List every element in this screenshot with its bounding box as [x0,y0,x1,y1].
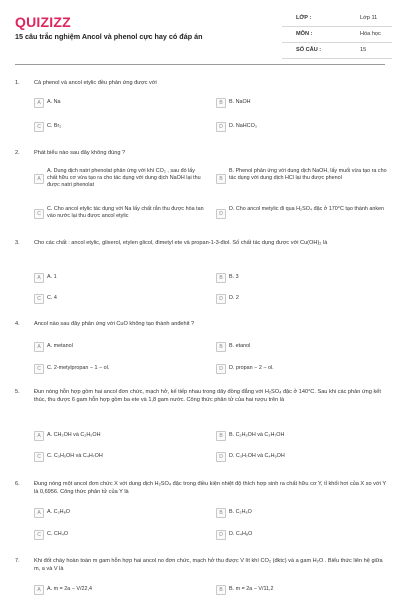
option-text: A. 1 [47,274,57,280]
option-d[interactable] [216,122,386,134]
option-b[interactable] [216,431,386,443]
option-text: A. metanol [47,343,73,349]
option-letter-box: A [34,273,44,283]
option-letter-box: B [216,431,226,441]
option-text: C. 2-metylpropan − 1 − ol. [47,365,110,371]
option-text: C. Br₂ [47,123,62,129]
option-d[interactable] [216,452,386,464]
option-letter-box: A [34,585,44,595]
option-text: A. C₃H₈O [47,509,70,515]
option-text: A. CH₃OH và C₂H₅OH [47,432,101,438]
option-letter-box: B [216,273,226,283]
option-text: D. NaHCO₃ [229,123,257,129]
option-letter-box: D [216,294,226,304]
option-text: C. CH₄O [47,531,69,537]
option-c[interactable] [34,122,204,134]
option-text: B. etanol [229,343,251,349]
option-a[interactable] [34,168,206,192]
option-c[interactable] [34,530,204,542]
option-letter-box: A [34,431,44,441]
option-text: B. C₂H₅OH và C₃H₇OH [229,432,285,438]
question-text: Đung nóng một ancol đơn chức X với dung dịch H₂SO₄ đặc trong điều kiện nhiệt độ thích hợp sinh ra chất hữu cơ Y, tỉ khối hơi của X so với Y là 0,6956. Công thức phân tử của Y là [34,481,386,495]
option-a[interactable] [34,508,204,520]
option-c[interactable] [34,364,204,376]
option-letter-box: D [216,209,226,219]
question-text: Đun nóng hỗn hợp gồm hai ancol đơn chức, mạch hở, kế tiếp nhau trong dãy đồng đẳng với H₂SO₄ đặc ở 140°C. Sau khi các phản ứng kết thúc, thu được 6 gam hỗn hợp gồm ba ete và 1,8 gam nước. Công thức phân tử của hai rượu trên là [34,389,381,403]
meta-value: 15 [360,47,367,53]
option-text: B. Phenol phản ứng với dung dịch NaOH, lấy muối vừa tạo ra cho tác dụng với dung dịch HCl lại thu được phenol [229,168,387,181]
option-b[interactable] [216,585,386,597]
worksheet-title: 15 câu trắc nghiệm Ancol và phenol cực hay có đáp án [15,32,203,41]
option-letter-box: B [216,585,226,595]
option-b[interactable] [216,508,386,520]
meta-value: Lớp 11 [360,15,378,21]
option-text: B. 3 [229,274,239,280]
option-text: D. C₄H₈O [229,531,253,537]
option-letter-box: A [34,98,44,108]
option-d[interactable] [216,530,386,542]
option-text: C. C₃H₅OH và C₄H₇OH [47,453,103,459]
option-letter-box: C [34,122,44,132]
question-number: 1. [15,80,20,86]
option-a[interactable] [34,585,204,597]
option-letter-box: D [216,452,226,462]
question-number: 3. [15,240,20,246]
option-b[interactable] [216,168,388,192]
option-text: A. Dung dịch natri phenolat phản ứng với khí CO₂ , sau đó lấy chất hữu cơ vừa tạo ra cho tác dụng với dung dịch NaOH lại thu được natri phenolat [47,168,201,188]
option-letter-box: A [34,174,44,184]
option-text: B. NaOH [229,99,251,105]
option-c[interactable] [34,294,204,306]
option-text: A. m = 2a − V/22,4 [47,586,92,592]
question-number: 7. [15,558,20,564]
option-letter-box: B [216,508,226,518]
option-a[interactable] [34,431,204,443]
option-c[interactable] [34,206,206,222]
option-text: D. Cho ancol metylic đi qua H₂SO₄ đặc ở 170°C tạo thành anken [229,206,385,212]
question-text: Khi đốt cháy hoàn toàn m gam hỗn hợp hai ancol no đơn chức, mạch hở thu được V lít khí CO₂ (đktc) và a gam H₂O . Biểu thức liên hệ giữa m, a và V là [34,558,383,572]
question-text: Phát biểu nào sau đây không đúng ? [34,150,126,156]
option-d[interactable] [216,294,386,306]
quizizz-logo: QUIZIZZ [15,14,71,30]
question-number: 6. [15,481,20,487]
question-number: 4. [15,321,20,327]
question-text: Ancol nào sau đây phản ứng với CuO không tạo thành anđehit ? [34,321,195,327]
option-text: D. 2 [229,295,239,301]
option-c[interactable] [34,452,204,464]
meta-value: Hóa học [360,31,381,37]
meta-row-subject [282,27,392,43]
option-letter-box: C [34,452,44,462]
option-b[interactable] [216,273,386,285]
option-a[interactable] [34,98,204,110]
option-letter-box: A [34,342,44,352]
option-text: B. C₂H₆O [229,509,252,515]
option-letter-box: D [216,364,226,374]
option-letter-box: B [216,342,226,352]
option-letter-box: B [216,174,226,184]
option-letter-box: D [216,122,226,132]
option-b[interactable] [216,98,386,110]
question-text: Cả phenol và ancol etylic đều phản ứng được với [34,80,157,86]
meta-label: SỐ CÂU : [296,47,322,53]
option-text: D. C₃H₇OH và C₄H₉OH [229,453,285,459]
option-letter-box: C [34,364,44,374]
option-text: C. 4 [47,295,57,301]
option-text: B. m = 2a − V/11,2 [229,586,274,592]
option-letter-box: D [216,530,226,540]
option-letter-box: C [34,209,44,219]
meta-row-grade [282,11,392,27]
header-divider [15,64,385,65]
worksheet-header [0,0,400,62]
question-number: 5. [15,389,20,395]
option-text: A. Na [47,99,61,105]
option-d[interactable] [216,364,386,376]
question-number: 2. [15,150,20,156]
meta-row-count [282,43,392,59]
option-text: C. Cho ancol etylic tác dụng với Na lấy chất rắn thu được hòa tan vào nước lại thu được ancol etylic [47,206,204,219]
meta-label: MÔN : [296,31,313,37]
question-text: Cho các chất : ancol etylic, glixerol, etylen glicol, đimetyl ete và propan-1-3-điol. Số chất tác dụng được với Cu(OH)₂ là [34,240,328,246]
meta-label: LỚP : [296,15,312,21]
option-text: D. propan − 2 − ol. [229,365,274,371]
meta-table [282,11,392,59]
option-d[interactable] [216,206,388,222]
option-letter-box: C [34,530,44,540]
option-letter-box: B [216,98,226,108]
option-a[interactable] [34,273,204,285]
option-a[interactable] [34,342,204,354]
option-letter-box: A [34,508,44,518]
option-b[interactable] [216,342,386,354]
option-letter-box: C [34,294,44,304]
